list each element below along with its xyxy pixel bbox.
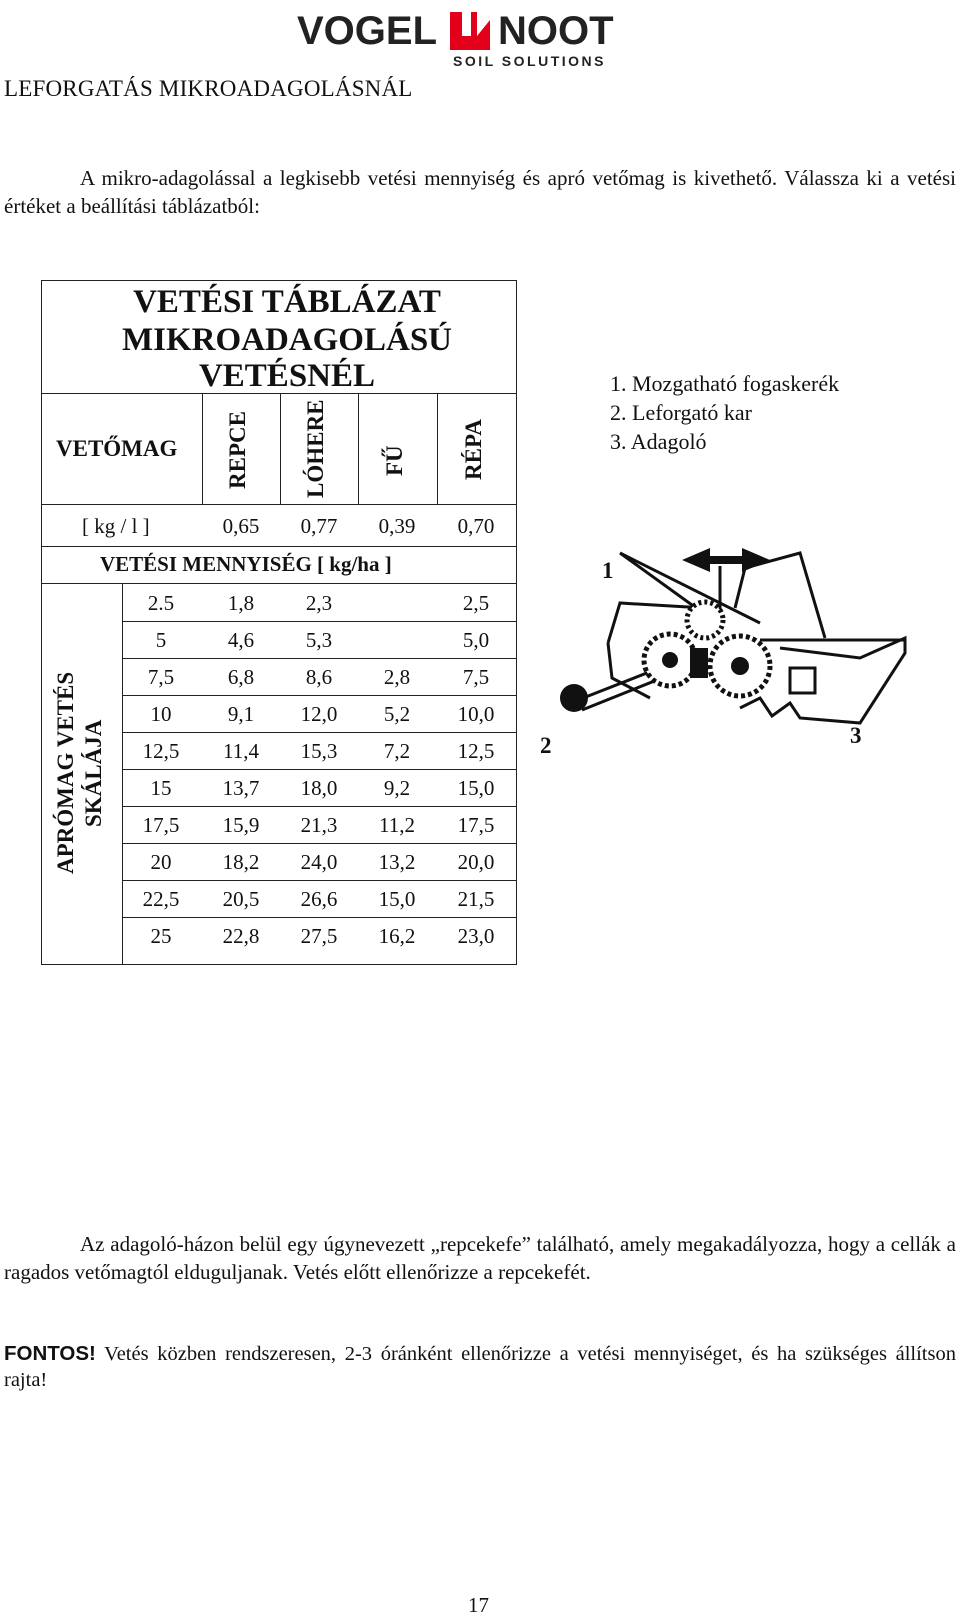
legend-item-2: 2. Leforgató kar [610, 400, 752, 425]
quantity-cell: 13,2 [378, 850, 416, 874]
logo-tagline: SOIL SOLUTIONS [453, 53, 606, 68]
gear-mechanism-drawing [560, 548, 940, 798]
diagram-label-3: 3 [850, 723, 862, 748]
quantity-cell: 5,3 [305, 628, 333, 652]
table-title-line-1: VETÉSI TÁBLÁZAT [133, 284, 441, 320]
quantity-cell: 17,5 [457, 813, 495, 837]
quantity-cell: 2,3 [305, 591, 333, 615]
diagram-legend [610, 369, 839, 456]
scale-value-cell: 15 [150, 776, 172, 800]
quantity-cell: 27,5 [300, 924, 338, 948]
quantity-cell: 12,5 [457, 739, 495, 763]
quantity-cell: 21,5 [457, 887, 495, 911]
diagram-label-2: 2 [540, 733, 552, 758]
quantity-cell: 2,5 [462, 591, 490, 615]
scale-value-cell: 22,5 [142, 887, 180, 911]
important-paragraph [4, 1341, 956, 1393]
scale-value-cell: 20 [150, 850, 172, 874]
quantity-cell: 20,5 [222, 887, 260, 911]
legend-item-3: 3. Adagoló [610, 429, 707, 454]
legend-item-1: 1. Mozgatható fogaskerék [610, 371, 840, 396]
logo-right-word: NOOT [498, 9, 614, 53]
brand-logo [297, 6, 657, 68]
density-repce: 0,65 [222, 514, 260, 538]
table-title-line-3: VETÉSNÉL [198, 358, 376, 394]
scale-label-line-1: APRÓMAG VETÉS [53, 671, 78, 875]
crop-repce: REPCE [225, 411, 250, 490]
quantity-cell: 1,8 [227, 591, 255, 615]
table-title-line-2: MIKROADAGOLÁSÚ [121, 322, 453, 358]
scale-value-cell: 10 [150, 702, 172, 726]
quantity-cell: 2,8 [383, 665, 411, 689]
crop-repa: RÉPA [461, 419, 486, 481]
quantity-cell: 13,7 [222, 776, 260, 800]
quantity-cell: 9,2 [383, 776, 411, 800]
quantity-cell: 21,3 [300, 813, 338, 837]
gear-diagram [540, 548, 940, 798]
quantity-cell: 11,4 [223, 739, 259, 763]
diagram-label-1: 1 [602, 558, 614, 583]
quantity-cell: 18,0 [300, 776, 338, 800]
intro-paragraph: A mikro-adagolással a legkisebb vetési mennyiség és apró vetőmag is kivethető. Válassza ki a vetési értéket a beállítási táblázatból: [4, 166, 956, 218]
quantity-cell: 5,2 [383, 702, 411, 726]
quantity-cell: 6,8 [227, 665, 255, 689]
quantity-header: VETÉSI MENNYISÉG [ kg/ha ] [100, 552, 392, 576]
quantity-cell: 9,1 [227, 702, 255, 726]
page-number: 17 [468, 1593, 489, 1617]
seed-label: VETŐMAG [56, 436, 178, 461]
quantity-cell: 8,6 [305, 665, 333, 689]
important-label: FONTOS! [4, 1342, 96, 1365]
scale-label-line-2: SKÁLÁJA [81, 719, 106, 827]
density-lohere: 0,77 [300, 514, 338, 538]
quantity-cell: 16,2 [378, 924, 416, 948]
seeding-table [41, 280, 517, 965]
quantity-cell: 15,0 [457, 776, 495, 800]
quantity-cell: 12,0 [300, 702, 338, 726]
density-fu: 0,39 [378, 514, 416, 538]
scale-value-cell: 25 [150, 924, 172, 948]
quantity-cell: 22,8 [222, 924, 260, 948]
quantity-cell: 11,2 [379, 813, 415, 837]
section-title: LEFORGATÁS MIKROADAGOLÁSNÁL [4, 76, 413, 101]
quantity-cell: 26,6 [300, 887, 338, 911]
quantity-cell: 15,9 [222, 813, 260, 837]
crop-fu: FŰ [382, 445, 407, 477]
vogelnoot-logo [297, 6, 657, 68]
density-repa: 0,70 [457, 514, 495, 538]
quantity-cell: 5,0 [462, 628, 490, 652]
scale-value-cell: 5 [155, 628, 167, 652]
quantity-cell: 4,6 [227, 628, 255, 652]
scale-value-cell: 17,5 [142, 813, 180, 837]
scale-value-cell: 12,5 [142, 739, 180, 763]
crop-lohere: LÓHERE [303, 399, 328, 499]
quantity-cell: 7,5 [462, 665, 490, 689]
density-label: [ kg / l ] [82, 514, 150, 538]
important-text: Vetés közben rendszeresen, 2-3 óránként ellenőrizze a vetési mennyiséget, és ha szükséges állítson rajta! [4, 1343, 956, 1391]
quantity-cell: 10,0 [457, 702, 495, 726]
scale-value-cell: 7,5 [147, 665, 175, 689]
quantity-cell: 15,0 [378, 887, 416, 911]
scale-value-cell: 2.5 [147, 591, 175, 615]
quantity-cell: 20,0 [457, 850, 495, 874]
quantity-cell: 23,0 [457, 924, 495, 948]
logo-left-word: VOGEL [297, 9, 438, 53]
quantity-cell: 7,2 [383, 739, 411, 763]
quantity-cell: 18,2 [222, 850, 260, 874]
note-paragraph: Az adagoló-házon belül egy úgynevezett „repcekefe” található, amely megakadályozza, hogy a cellák a ragados vetőmagtól elduguljanak. Vetés előtt ellenőrizze a repcekefét. [4, 1232, 956, 1284]
quantity-cell: 24,0 [300, 850, 338, 874]
quantity-cell: 15,3 [300, 739, 338, 763]
scale-label [52, 653, 108, 893]
